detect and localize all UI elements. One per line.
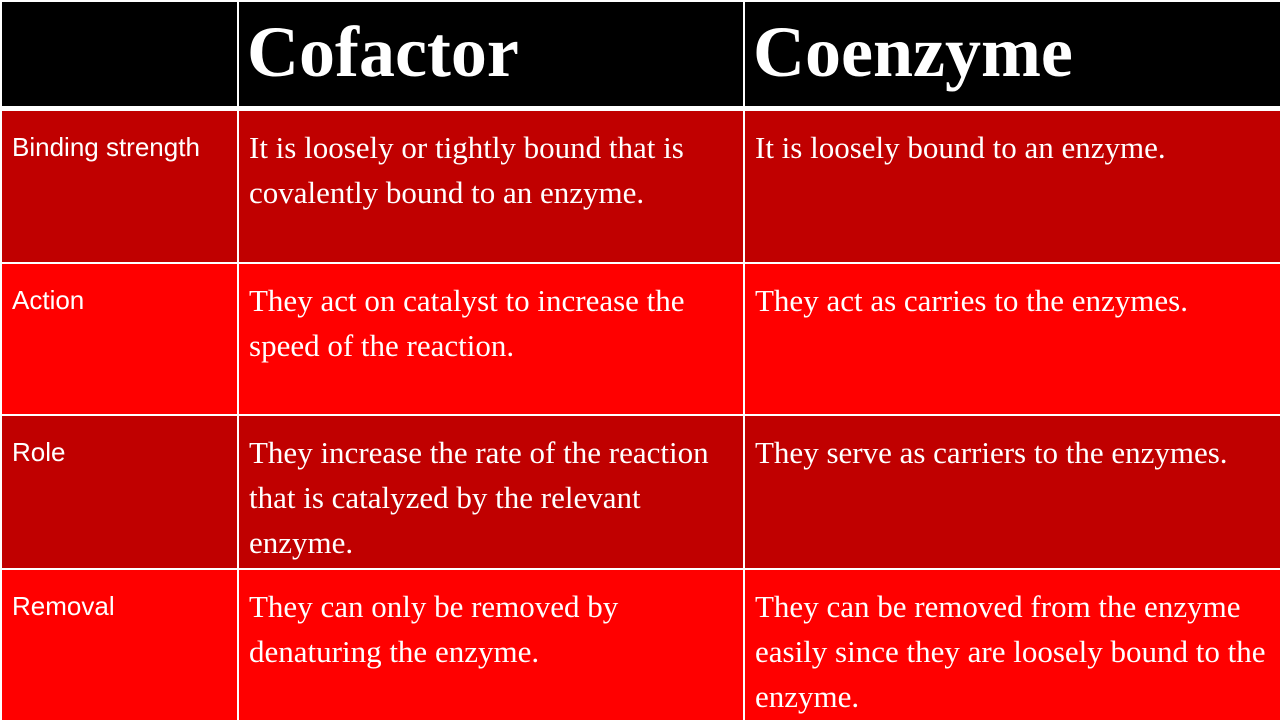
row-label: Action [1, 263, 238, 415]
header-cofactor: Cofactor [238, 1, 744, 109]
table-header-row [1, 1, 1280, 109]
row-label: Binding strength [1, 109, 238, 263]
header-corner-cell [1, 1, 238, 109]
cofactor-cell: They can only be removed by denaturing the enzyme. [238, 569, 744, 720]
coenzyme-cell: They can be removed from the enzyme easily since they are loosely bound to the enzyme. [744, 569, 1280, 720]
header-coenzyme: Coenzyme [744, 1, 1280, 109]
table-row-binding-strength [1, 109, 1280, 263]
cofactor-cell: It is loosely or tightly bound that is covalently bound to an enzyme. [238, 109, 744, 263]
table-row-action [1, 263, 1280, 415]
cofactor-cell: They act on catalyst to increase the speed of the reaction. [238, 263, 744, 415]
coenzyme-cell: They act as carries to the enzymes. [744, 263, 1280, 415]
coenzyme-cell: It is loosely bound to an enzyme. [744, 109, 1280, 263]
row-label: Role [1, 415, 238, 569]
cofactor-cell: They increase the rate of the reaction that is catalyzed by the relevant enzyme. [238, 415, 744, 569]
row-label: Removal [1, 569, 238, 720]
table-row-removal [1, 569, 1280, 720]
coenzyme-cell: They serve as carriers to the enzymes. [744, 415, 1280, 569]
table-row-role [1, 415, 1280, 569]
